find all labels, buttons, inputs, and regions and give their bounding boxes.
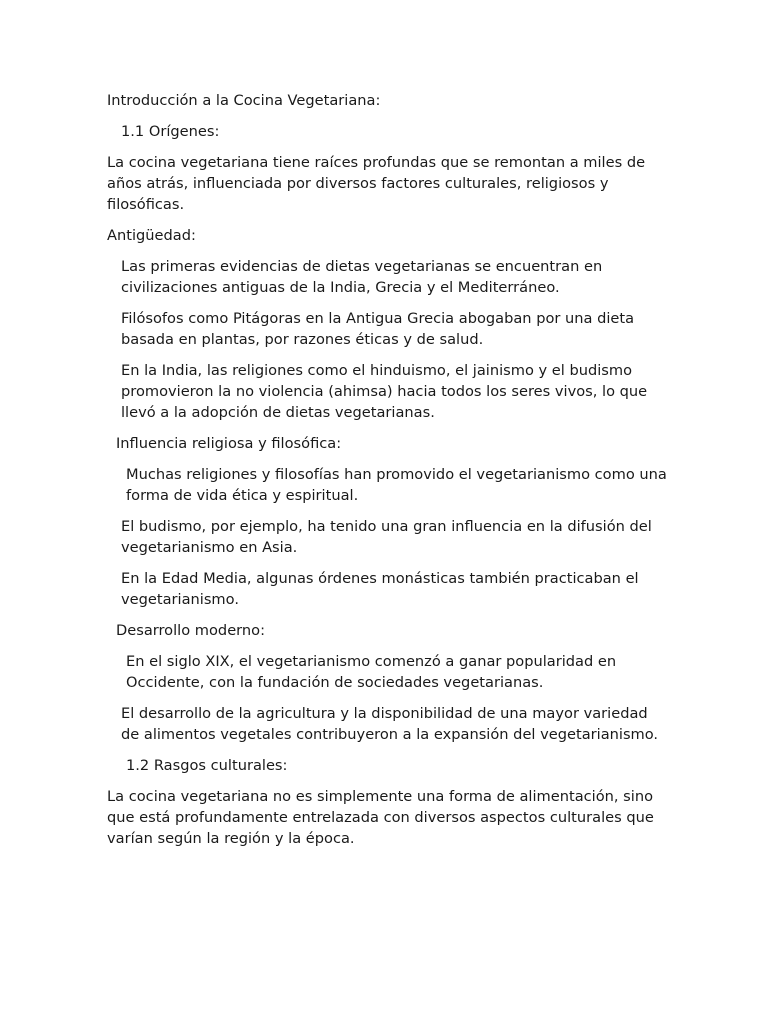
paragraph-philosophers: Filósofos como Pitágoras en la Antigua Grecia abogaban por una dieta basada en plantas, por razones éticas y de salud. — [121, 310, 639, 348]
paragraph-origins: La cocina vegetariana tiene raíces profundas que se remontan a miles de años atrás, influenciada por diversos factores culturales, religiosos y filosóficas. — [107, 154, 650, 213]
paragraph-india: En la India, las religiones como el hinduismo, el jainismo y el budismo promovieron la no violencia (ahimsa) hacia todos los seres vivos, lo que llevó a la adopción de dietas vegetarianas. — [121, 362, 652, 421]
paragraph-buddhism: El budismo, por ejemplo, ha tenido una gran influencia en la difusión del vegetarianismo en Asia. — [121, 518, 657, 556]
paragraph-cultural: La cocina vegetariana no es simplemente una forma de alimentación, sino que está profundamente entrelazada con diversos aspectos culturales que varían según la región y la época. — [107, 788, 659, 847]
paragraph-many-religions: Muchas religiones y filosofías han promovido el vegetarianismo como una forma de vida ética y espiritual. — [126, 466, 672, 504]
section-heading-origins: 1.1 Orígenes: — [121, 123, 220, 140]
document-page — [107, 90, 672, 859]
paragraph-agriculture: El desarrollo de la agricultura y la disponibilidad de una mayor variedad de alimentos vegetales contribuyeron a la expansión del vegetarianismo. — [121, 705, 659, 743]
heading-antiquity: Antigüedad: — [107, 227, 196, 244]
document-title: Introducción a la Cocina Vegetariana: — [107, 92, 381, 109]
heading-religious-influence: Influencia religiosa y filosófica: — [116, 435, 342, 452]
paragraph-middle-ages: En la Edad Media, algunas órdenes monásticas también practicaban el vegetarianismo. — [121, 570, 644, 608]
paragraph-first-evidence: Las primeras evidencias de dietas vegetarianas se encuentran en civilizaciones antiguas de la India, Grecia y el Mediterráneo. — [121, 258, 607, 296]
section-heading-cultural-traits: 1.2 Rasgos culturales: — [126, 757, 288, 774]
paragraph-xix-century: En el siglo XIX, el vegetarianismo comenzó a ganar popularidad en Occidente, con la fundación de sociedades vegetarianas. — [126, 653, 621, 691]
heading-modern-development: Desarrollo moderno: — [116, 622, 266, 639]
